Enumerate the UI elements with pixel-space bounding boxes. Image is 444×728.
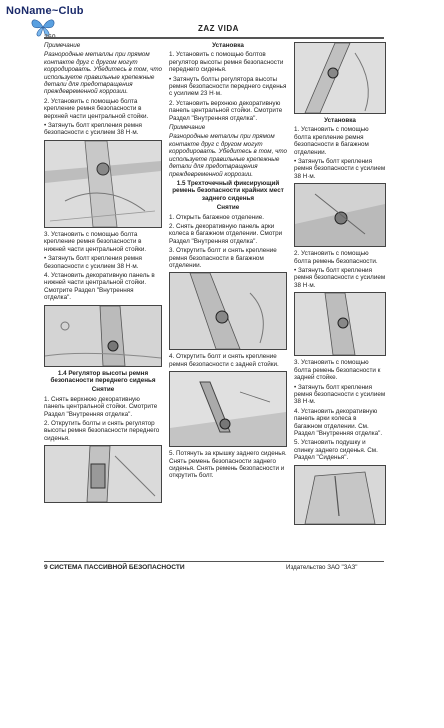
note-title: Примечание [169, 124, 206, 132]
header-divider [44, 37, 384, 39]
note-text: Разнородные металлы при прямом контакте друг с другом могут корродировать. Убедитесь в том, что используете правильные крепежные детали для предотвращения преждевременной коррозии. [44, 51, 163, 96]
site-logo [2, 2, 84, 38]
page-header-title: ZAZ VIDA [198, 24, 239, 33]
footer-section-title: 9 СИСТЕМА ПАССИВНОЙ БЕЗОПАСНОСТИ [44, 564, 185, 571]
column-2 [169, 42, 287, 482]
page-number: 260 [44, 34, 56, 41]
illustration-trunk-anchor [169, 272, 287, 350]
column-1 [44, 42, 162, 506]
footer-publisher: Издательство ЗАО "ЗАЗ" [286, 564, 358, 571]
step-text: 4. Установить декоративную панель в нижней части центральной стойки. Смотрите Раздел "Внутренняя отделка". [44, 271, 155, 302]
step-text: • Затянуть болт крепления ремня безопасности с усилием 38 Н·м. [294, 383, 386, 406]
note-title: Примечание [44, 42, 81, 49]
step-text: 2. Открутить болты и снять регулятор высоты ремня безопасности переднего сиденья. [44, 419, 160, 442]
step-text: 3. Открутить болт и снять крепление ремня безопасности в багажном отделении. [169, 247, 277, 269]
illustration-trunk-bolt [294, 183, 386, 247]
step-text: 1. Открыть багажное отделение. [169, 213, 264, 221]
section-title: 1.4 Регулятор высоты ремня безопасности переднего сиденья [50, 369, 156, 384]
illustration-belt-anchor [294, 292, 386, 356]
step-text: 1. Установить с помощью болтов регулятор высоты ремня безопасности переднего сиденья. [169, 51, 284, 74]
illustration-belt-retractor [294, 42, 386, 114]
step-text: 2. Установить с помощью болта ремень безопасности. [294, 250, 378, 265]
logo-text: NoName~Club [6, 5, 84, 17]
subsection-install: Установка [212, 42, 244, 49]
step-text: 2. Установить с помощью болта крепление ремня безопасности в верхней части центральной стойки. [44, 97, 149, 120]
footer-divider [44, 561, 384, 562]
section-title: 1.5 Трехточечный фиксирующий ремень безопасности крайних мест заднего сиденья [172, 179, 284, 202]
step-text: • Затянуть болты регулятора высоты ремня безопасности переднего сиденья с усилием 23 Н·м. [169, 75, 287, 98]
subsection-install: Установка [324, 117, 356, 124]
step-text: • Затянуть болт крепления ремня безопасности с усилием 38 Н·м. [294, 158, 386, 180]
step-text: 2. Снять декоративную панель арки колеса в багажном отделении. Смотри Раздел "Внутренняя отделка". [169, 222, 283, 245]
step-text: • Затянуть болт крепления ремня безопасности с усилием 38 Н·м. [44, 255, 142, 270]
step-text: • Затянуть болт крепления ремня безопасности с усилием 38 Н·м. [44, 122, 142, 137]
illustration-rear-pillar [169, 371, 287, 447]
subsection-removal: Снятие [91, 386, 115, 394]
note-text: Разнородные металлы при прямом контакте друг с другом могут корродировать. Убедитесь в том, что используете правильные крепежные детали для предотвращения преждевременной коррозии. [169, 133, 288, 178]
step-text: 5. Установить подушку и спинку заднего сиденья. См. Раздел "Сиденья". [294, 439, 378, 462]
step-text: • Затянуть болт крепления ремня безопасности с усилием 38 Н·м. [294, 267, 386, 289]
step-text: 4. Открутить болт и снять крепление ремня безопасности с задней стойки. [169, 353, 279, 368]
step-text: 1. Снять верхнюю декоративную панель центральной стойки. Смотрите Раздел "Внутренняя отделка". [44, 395, 158, 418]
step-text: 3. Установить с помощью болта ремень безопасности к задней стойке. [294, 359, 381, 382]
illustration-pillar-top-bolt [44, 140, 162, 228]
step-text: 3. Установить с помощью болта крепление ремня безопасности в нижней части центральной стойки. [44, 230, 147, 253]
illustration-rear-seat [294, 465, 386, 525]
column-3 [294, 42, 386, 528]
step-text: 2. Установить верхнюю декоративную панель центральной стойки. Смотрите Раздел "Внутренняя отделка". [169, 99, 283, 122]
illustration-pillar-bottom-bolt [44, 305, 162, 367]
step-text: 4. Установить декоративную панель арки колеса в багажном отделении. См. Раздел "Внутренняя отделка". [294, 407, 383, 437]
subsection-removal: Снятие [216, 204, 240, 212]
illustration-height-adjuster [44, 445, 162, 503]
step-text: 1. Установить с помощью болта крепление ремня безопасности в багажном отделении. [294, 126, 369, 156]
step-text: 5. Потянуть за крышку заднего сиденья. Снять ремень безопасности заднего сиденья. Снять ремень безопасности и открутить болт. [169, 450, 287, 480]
